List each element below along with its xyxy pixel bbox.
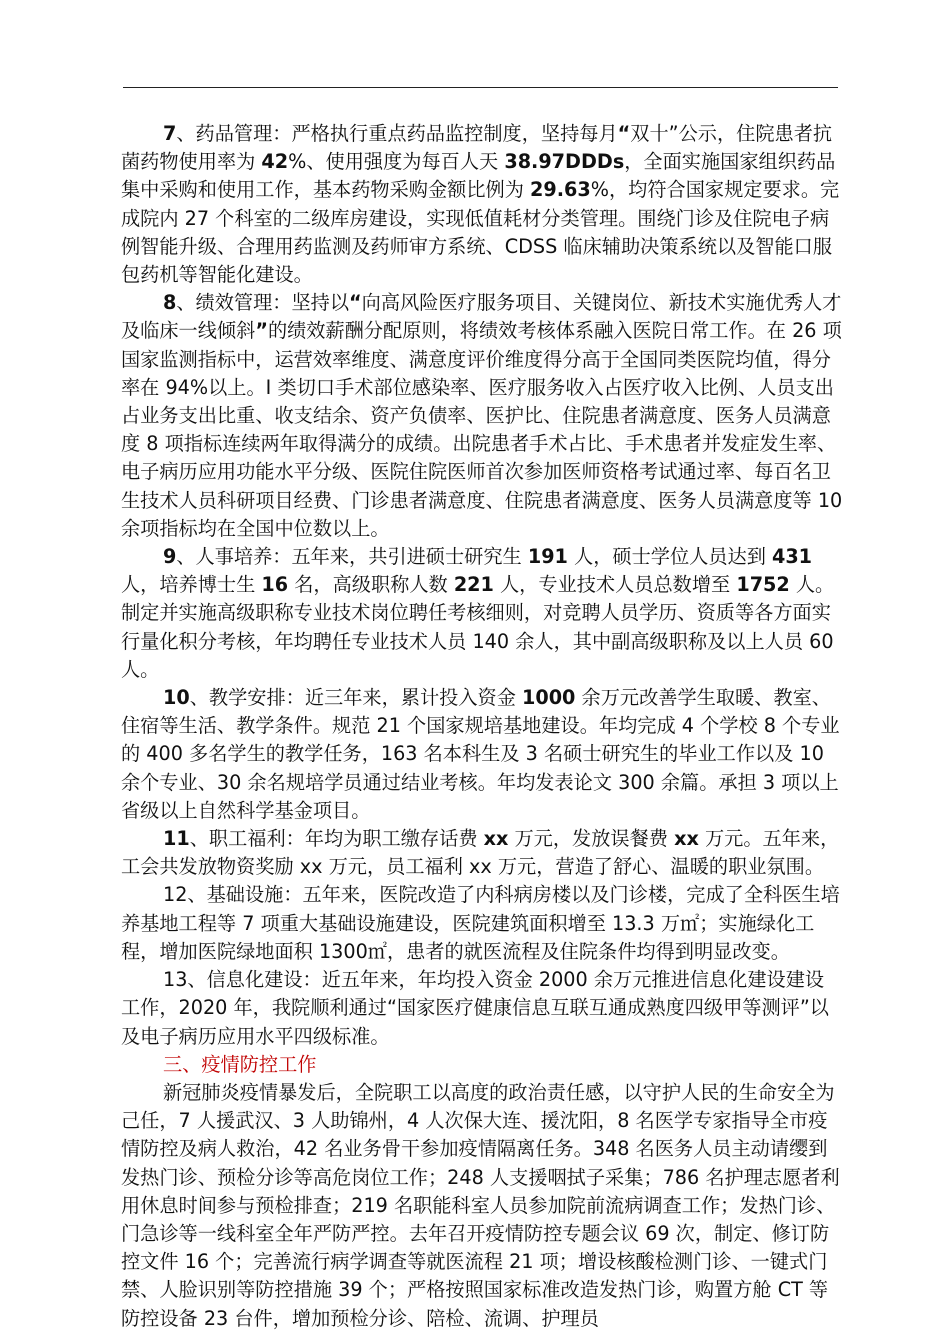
text-run: 11 — [163, 827, 190, 851]
text-run: 、人事培养：五年来，共引进硕士研究生 — [176, 545, 528, 569]
text-run: “ — [617, 122, 631, 145]
text-run: 万元。五年来，工会共发放物资奖励 xx 万元，员工福利 xx 万元，营造了舒心、温暖的职业氛围。 — [121, 827, 840, 879]
para-personnel-training — [121, 543, 843, 684]
text-run: %，均符合国家规定要求。完成院内 27 个科室的二级库房建设，实现低值耗材分类管理。围绕门诊及住院电子病例智能升级、合理用药监测及药师审方系统、CDSS 临床辅助决策系统以及智能口服包药机等智能化建设。 — [121, 178, 840, 287]
text-run: 万元，发放误餐费 — [508, 827, 675, 851]
text-run: ，全面实施国家组织药品集中采购和使用工作，基本药物采购金额比例为 — [121, 150, 836, 202]
text-run: xx — [674, 827, 699, 851]
text-run: 10 — [163, 686, 190, 710]
text-run: 8 — [163, 291, 177, 315]
text-run: xx — [483, 827, 509, 851]
para-infrastructure — [121, 881, 843, 966]
text-run: 人，培养博士生 — [121, 573, 262, 597]
para-informatization — [121, 966, 843, 1051]
section-heading-epidemic — [121, 1051, 843, 1079]
text-run: 38.97DDDs — [504, 150, 625, 174]
text-run: 人，专业技术人员总数增至 — [493, 573, 737, 597]
text-run: 向高风险医疗服务项目、关键岗位、新技术实施优秀人才及临床一线倾斜 — [121, 291, 842, 343]
text-run: 、职工福利：年均为职工缴存话费 — [189, 827, 484, 851]
text-run: 13、信息化建设：近五年来，年均投入资金 2000 余万元推进信息化建设建设工作，2020 年，我院顺利通过“国家医疗健康信息互联互通成熟度四级甲等测评”以及电子病历应用水平四级标准。 — [121, 968, 829, 1048]
text-run: 人，硕士学位人员达到 — [567, 545, 772, 569]
text-run: 1000 — [522, 686, 576, 710]
para-staff-welfare — [121, 825, 843, 881]
text-run: 余万元改善学生取暖、教室、住宿等生活、教学条件。规范 21 个国家规培基地建设。年均完成 4 个学校 8 个专业的 400 多名学生的教学任务，163 名本科生及 3 名硕士研究生的毕业工作以及 10 余个专业、30 余名规培学员通过结业考核。年均发表论文 300 余篇。承担 3 项以上省级以上自然科学基金项目。 — [121, 686, 840, 822]
text-run: 、绩效管理：坚持以 — [176, 291, 350, 315]
text-run: 29.63 — [530, 178, 591, 202]
text-run: 42 — [261, 150, 289, 174]
text-run: 16 — [261, 573, 289, 597]
document-body — [121, 120, 843, 1333]
text-run: %、使用强度为每百人天 — [288, 150, 505, 174]
text-run: 431 — [771, 545, 813, 569]
text-run: 1752 — [736, 573, 790, 597]
text-run: 、药品管理：严格执行重点药品监控制度，坚持每月 — [176, 122, 618, 145]
para-epidemic-control — [121, 1079, 843, 1333]
text-run: 12、基础设施：五年来，医院改造了内科病房楼以及门诊楼，完成了全科医生培养基地工程等 7 项重大基础设施建设，医院建筑面积增至 13.3 万㎡；实施绿化工程，增加医院绿地面积 1300㎡，患者的就医流程及住院条件均得到明显改变。 — [121, 883, 840, 963]
text-run: “ — [349, 291, 362, 315]
text-run: 、教学安排：近三年来，累计投入资金 — [189, 686, 522, 710]
text-run: 的绩效薪酬分配原则，将绩效考核体系融入医院日常工作。在 26 项国家监测指标中，运营效率维度、满意度评价维度得分高于全国同类医院均值，得分率在 94%以上。I 类切口手术部位感染率、医疗服务收入占医疗收入比例、人员支出占业务支出比重、收支结余、资产负债率、医护比、住院患者满意度、医务人员满意度 8 项指标连续两年取得满分的成绩。出院患者手术占比、手术患者并发症发生率、电子病历应用功能水平分级、医院住院医师首次参加医师资格考试通过率、每百名卫生技术人员科研项目经费、门诊患者满意度、住院患者满意度、医务人员满意度等 10 余项指标均在全国中位数以上。 — [121, 319, 843, 540]
text-run: 221 — [453, 573, 494, 597]
para-drug-management — [121, 120, 843, 289]
header-rule — [123, 87, 838, 88]
text-run: ” — [255, 319, 268, 343]
text-run: 名，高级职称人数 — [288, 573, 454, 597]
section-heading-text: 三、疫情防控工作 — [163, 1052, 317, 1076]
text-run: 新冠肺炎疫情暴发后，全院职工以高度的政治责任感，以守护人民的生命安全为己任，7 人援武汉、3 人助锦州，4 人次保大连、援沈阳，8 名医学专家指导全市疫情防控及病人救治，42 名业务骨干参加疫情隔离任务。348 名医务人员主动请缨到发热门诊、预检分诊等高危岗位工作；248 人支援咽拭子采集；786 名护理志愿者利用休息时间参与预检排查；219 名职能科室人员参加院前流病调查工作；发热门诊、门急诊等一线科室全年严防严控。去年召开疫情防控专题会议 69 次，制定、修订防控文件 16 个；完善流行病学调查等就医流程 21 项；增设核酸检测门诊、一键式门禁、人脸识别等防控措施 39 个；严格按照国家标准改造发热门诊，购置方舱 CT 等防控设备 23 台件，增加预检分诊、陪检、流调、护理员 — [121, 1080, 840, 1330]
text-run: 双十”公示，住院患者抗菌药物使用率为 — [121, 122, 833, 174]
text-run: 9 — [163, 545, 177, 569]
para-teaching — [121, 684, 843, 825]
text-run: 191 — [527, 545, 568, 569]
text-run: 人。制定并实施高级职称专业技术岗位聘任考核细则，对竞聘人员学历、资质等各方面实行量化积分考核，年均聘任专业技术人员 140 余人，其中副高级职称及以上人员 60 人。 — [121, 573, 835, 681]
para-performance-management — [121, 289, 843, 543]
text-run: 7 — [163, 122, 177, 145]
